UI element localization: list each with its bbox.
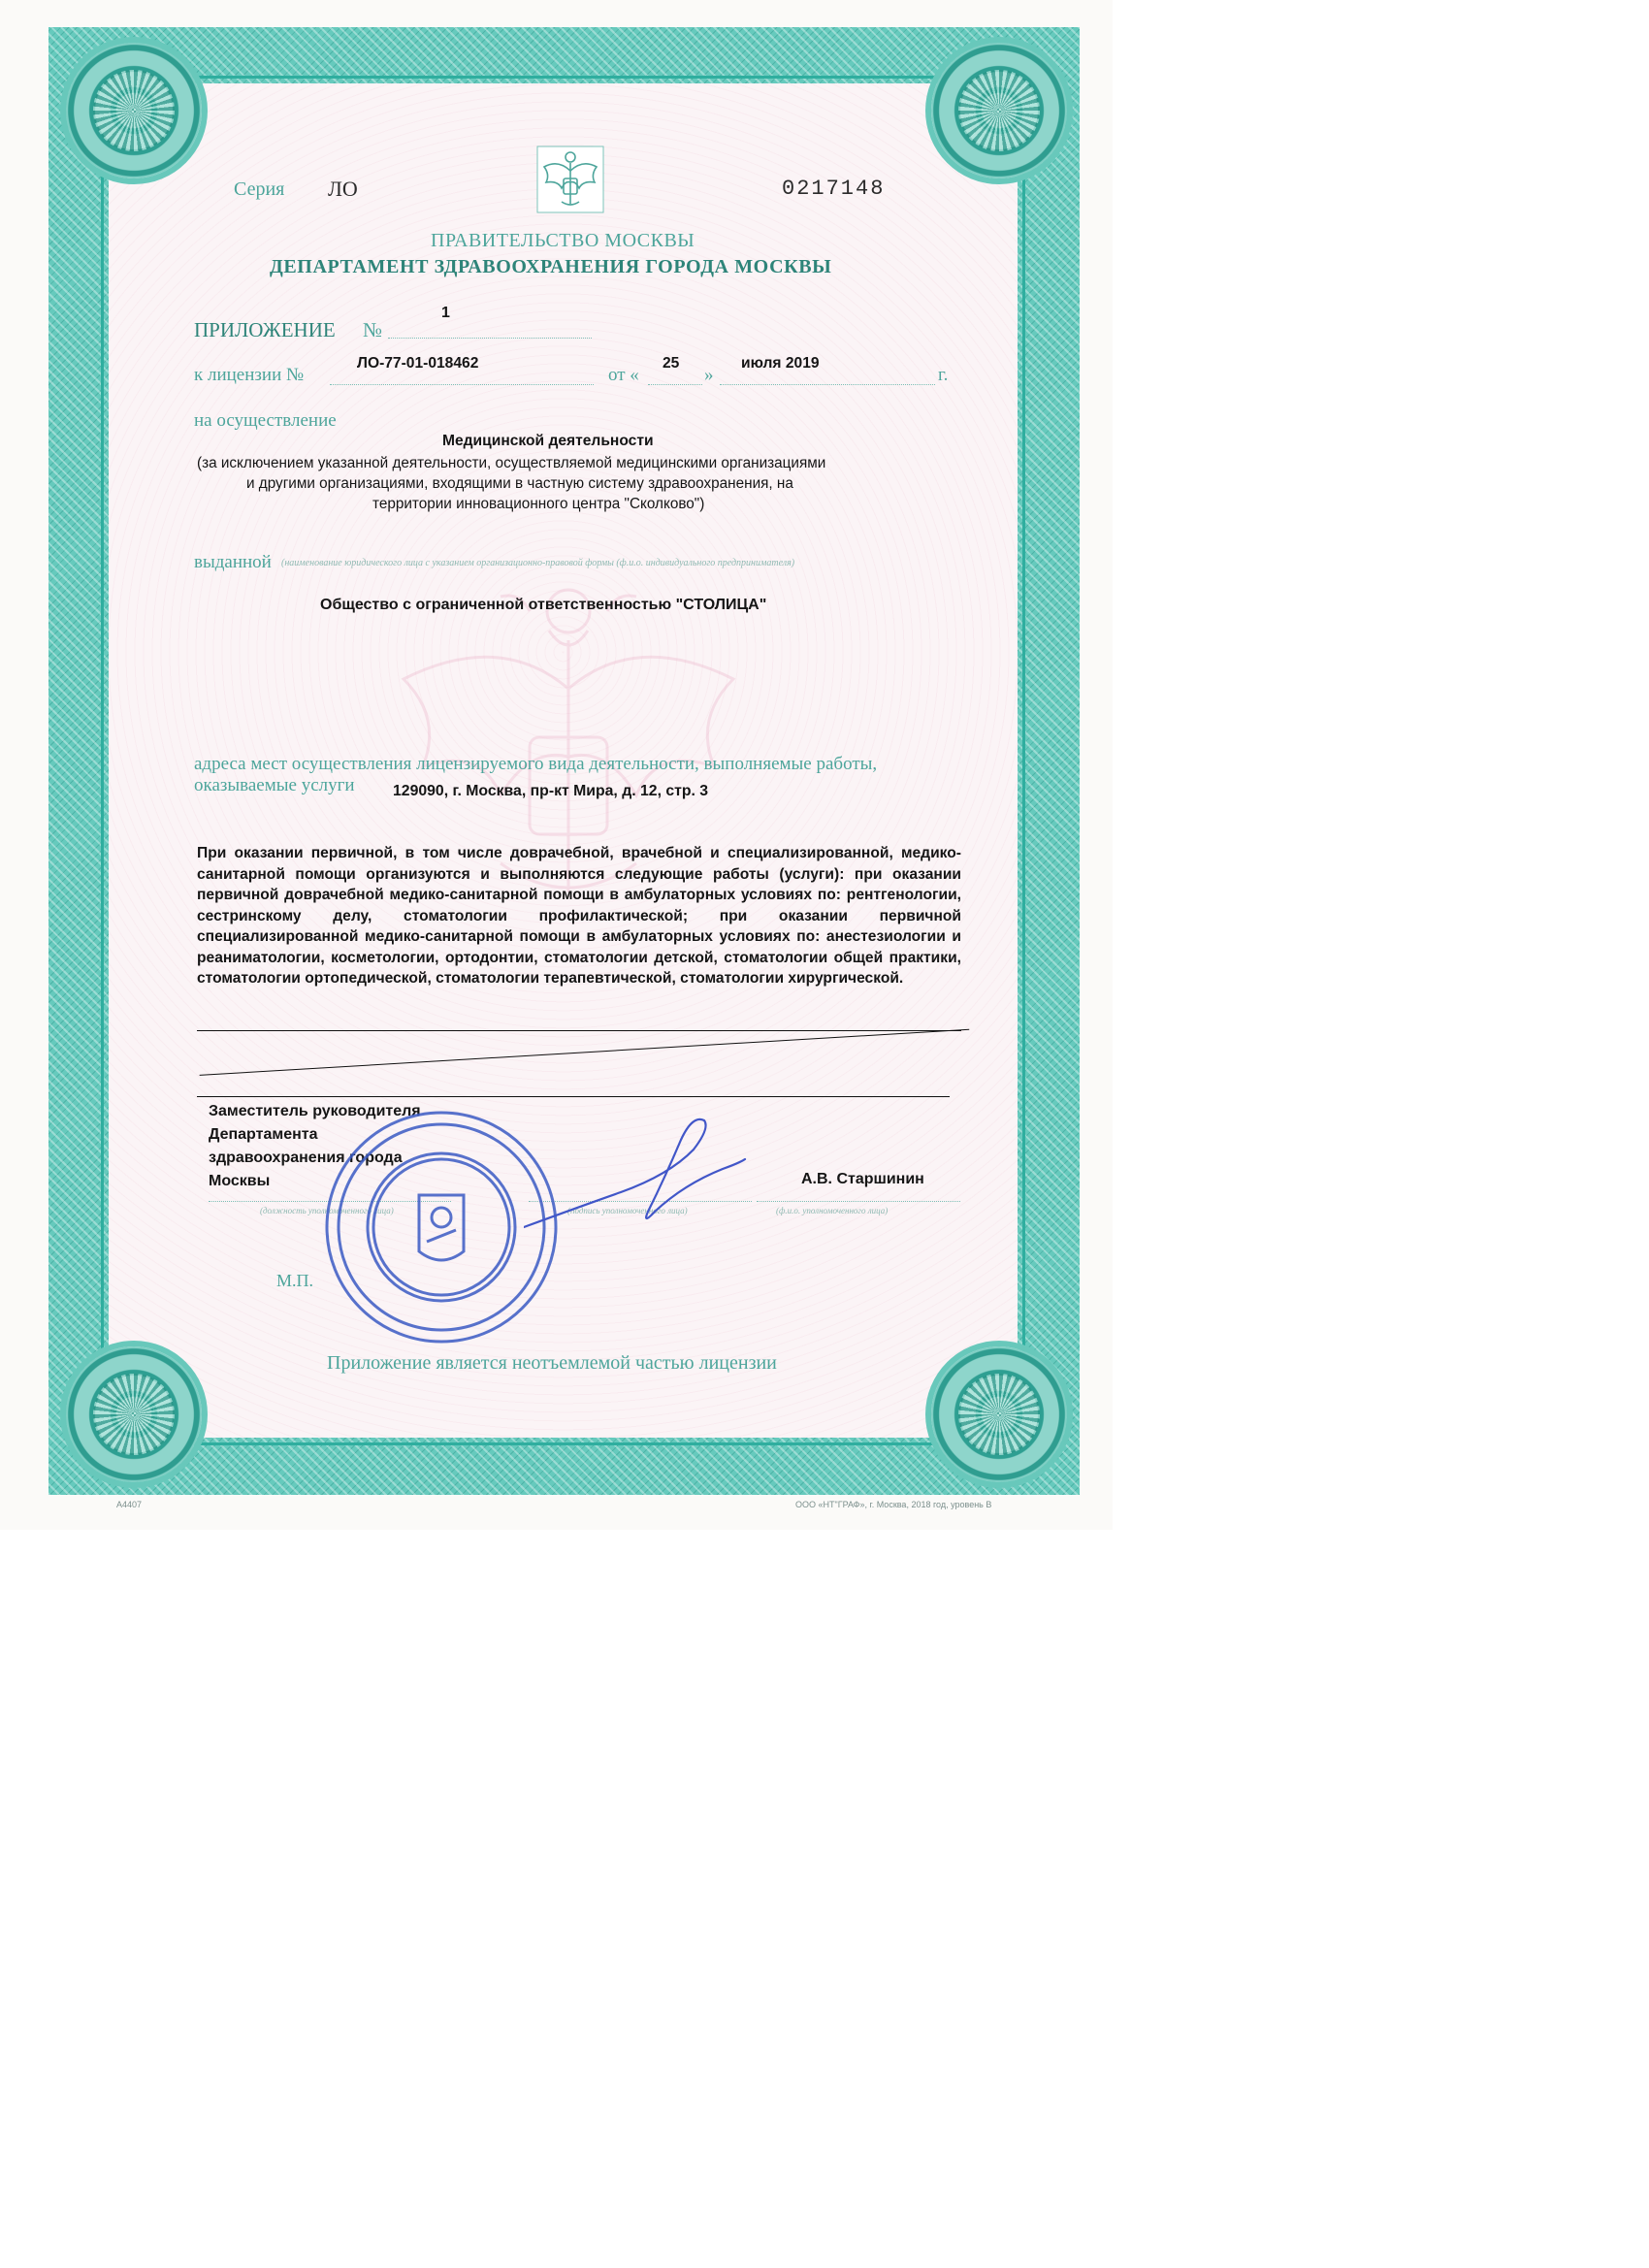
license-appendix-page: [0, 0, 1113, 1530]
signatory-position-line-4: Москвы: [209, 1173, 271, 1189]
activity-note-line-1: (за исключением указанной деятельности, осуществляемой медицинскими организациями: [197, 455, 826, 471]
corner-rosette-bottom-left: [66, 1346, 202, 1482]
signatory-top-rule: [197, 1096, 950, 1097]
caption-position: (должность уполномоченного лица): [260, 1206, 394, 1215]
license-year-suffix: г.: [938, 365, 949, 385]
activity-label: на осуществление: [194, 410, 337, 431]
appendix-number-line: [388, 338, 592, 339]
license-label: к лицензии №: [194, 365, 305, 385]
caption-name: (ф.и.о. уполномоченного лица): [776, 1206, 889, 1215]
footer-form-code: А4407: [116, 1500, 143, 1509]
name-caption-line: [757, 1201, 960, 1202]
footer-printer: ООО «НТ"ГРАФ», г. Москва, 2018 год, уровень В: [795, 1500, 992, 1509]
signatory-name: А.В. Старшинин: [801, 1171, 924, 1187]
address-label-line-2: оказываемые услуги: [194, 775, 355, 795]
signatory-position-line-2: Департамента: [209, 1126, 318, 1143]
services-end-rule: [197, 1030, 961, 1031]
issued-to-hint: (наименование юридического лица с указанием организационно-правовой формы (ф.и.о. индивидуального предпринимателя): [281, 558, 795, 568]
activity-note-line-3: территории инновационного центра "Сколково"): [372, 496, 705, 512]
signatory-position-line-3: здравоохранения города: [209, 1150, 403, 1166]
license-number-line: [330, 384, 594, 385]
corner-rosette-top-right: [931, 43, 1067, 178]
license-month-year: июля 2019: [741, 355, 820, 372]
license-day-close: »: [704, 365, 714, 385]
issued-to-label: выданной: [194, 552, 272, 572]
corner-rosette-bottom-right: [931, 1346, 1067, 1482]
signatory-position-line-1: Заместитель руководителя: [209, 1103, 421, 1119]
appendix-number: 1: [441, 305, 450, 321]
serial-number: 0217148: [782, 177, 886, 201]
caption-signature: (подпись уполномоченного лица): [567, 1206, 688, 1215]
services-text: При оказании первичной, в том числе доврачебной, врачебной и специализированной, медико-санитарной помощи организуются и выполняются следующие работы (услуги): при оказании первичной доврачебной медико-санитарной помощи в амбулаторных условиях по: рентгенологии, сестринскому делу, стоматологии профилактической; при оказании первичной специализированной медико-санитарной помощи в амбулаторных условиях по: анестезиологии и реаниматологии, косметологии, ортодонтии, стоматологии детской, стоматологии общей практики, стоматологии ортопедической, стоматологии терапевтической, стоматологии хирургической.: [197, 845, 961, 987]
series-code: ЛО: [328, 177, 358, 201]
license-month-year-line: [720, 384, 935, 385]
handwritten-signature-icon: [524, 1111, 747, 1237]
issuer-department: ДЕПАРТАМЕНТ ЗДРАВООХРАНЕНИЯ ГОРОДА МОСКВЫ: [270, 256, 832, 277]
corner-rosette-top-left: [66, 43, 202, 178]
coat-of-arms-icon: [536, 146, 604, 213]
license-from-label: от «: [608, 365, 639, 385]
license-number: ЛО-77-01-018462: [357, 355, 479, 372]
activity-title: Медицинской деятельности: [442, 433, 654, 449]
series-label: Серия: [234, 178, 285, 200]
issued-to-name: Общество с ограниченной ответственностью "СТОЛИЦА": [320, 597, 767, 613]
license-day: 25: [663, 355, 680, 372]
seal-place-label: М.П.: [276, 1271, 314, 1290]
appendix-number-sign: №: [363, 318, 383, 341]
appendix-label: ПРИЛОЖЕНИЕ: [194, 318, 336, 341]
activity-note-line-2: и другими организациями, входящими в частную систему здравоохранения, на: [246, 475, 793, 492]
address-value: 129090, г. Москва, пр-кт Мира, д. 12, стр. 3: [393, 783, 709, 799]
issuer-government: ПРАВИТЕЛЬСТВО МОСКВЫ: [431, 230, 695, 251]
address-label-line-1: адреса мест осуществления лицензируемого вида деятельности, выполняемые работы,: [194, 754, 878, 774]
footer-note: Приложение является неотъемлемой частью лицензии: [327, 1352, 777, 1374]
license-day-line: [648, 384, 702, 385]
